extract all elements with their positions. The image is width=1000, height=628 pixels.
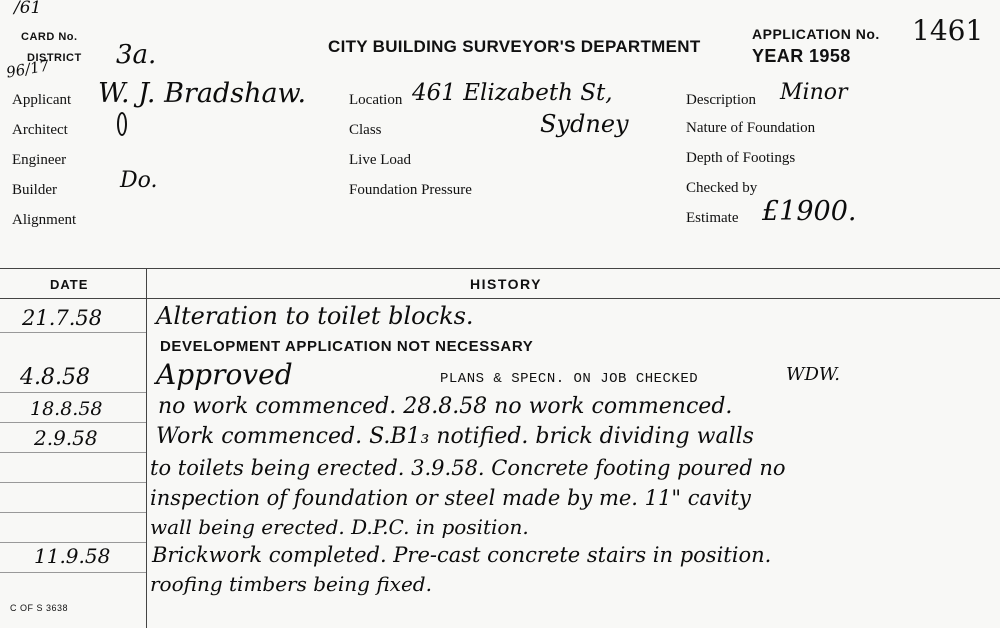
history-row-text: Alteration to toilet blocks.	[156, 302, 474, 330]
checked-by-label: Checked by	[686, 180, 758, 196]
application-number: 1461	[912, 14, 984, 47]
estimate-label: Estimate	[686, 210, 739, 226]
location-label: Location	[349, 92, 403, 108]
history-row-text: to toilets being erected. 3.9.58. Concrete footing poured no	[150, 456, 786, 480]
location-value-line2: Sydney	[540, 110, 629, 138]
corner-mark: /61	[14, 0, 42, 18]
applicant-value: W. J. Bradshaw.	[98, 78, 307, 109]
inspector-initials: WDW.	[786, 364, 841, 385]
foundation-pressure-label: Foundation Pressure	[349, 182, 472, 198]
date-column-header: DATE	[50, 277, 89, 292]
development-application-stamp: DEVELOPMENT APPLICATION NOT NECESSARY	[160, 338, 534, 355]
engineer-label: Engineer	[12, 152, 67, 168]
plans-checked-stamp: PLANS & SPECN. ON JOB CHECKED	[440, 371, 699, 387]
estimate-value: £1900.	[762, 196, 857, 227]
form-code: C OF S 3638	[10, 603, 69, 613]
history-row-date: 2.9.58	[34, 426, 98, 450]
history-row-text: roofing timbers being fixed.	[150, 572, 432, 596]
live-load-label: Live Load	[349, 152, 412, 168]
history-header-rule	[0, 298, 1000, 299]
date-column-divider	[146, 268, 147, 628]
nature-of-foundation-label: Nature of Foundation	[686, 120, 816, 136]
history-row-date: 4.8.58	[20, 365, 90, 390]
card-no-label: CARD No.	[21, 31, 78, 43]
builder-value: Do.	[120, 168, 158, 193]
history-column-header: HISTORY	[470, 276, 542, 292]
department-title: CITY BUILDING SURVEYOR'S DEPARTMENT	[328, 37, 701, 56]
architect-ditto-mark	[117, 112, 127, 136]
description-label: Description	[686, 92, 756, 108]
architect-label: Architect	[12, 122, 68, 138]
history-top-rule	[0, 268, 1000, 269]
description-value: Minor	[780, 80, 848, 105]
depth-of-footings-label: Depth of Footings	[686, 150, 796, 166]
application-no-label: APPLICATION No.	[752, 26, 880, 42]
history-row-text: Approved	[156, 358, 293, 391]
builder-label: Builder	[12, 182, 57, 198]
application-year: YEAR 1958	[752, 46, 851, 66]
history-row-text: Brickwork completed. Pre-cast concrete stairs in position.	[152, 543, 772, 567]
history-row-text: Work commenced. S.B1₃ notified. brick dividing walls	[156, 424, 754, 449]
side-mark: 96/17	[4, 56, 51, 82]
class-label: Class	[349, 122, 382, 138]
alignment-label: Alignment	[12, 212, 77, 228]
district-label: DISTRICT	[27, 52, 82, 64]
applicant-label: Applicant	[12, 92, 72, 108]
history-row-text: inspection of foundation or steel made by me. 11" cavity	[150, 486, 751, 510]
location-value: 461 Elizabeth St,	[412, 80, 613, 106]
history-row-date: 18.8.58	[30, 398, 103, 420]
history-row-date: 21.7.58	[22, 306, 103, 330]
history-row-date: 11.9.58	[34, 544, 111, 568]
history-row-text: wall being erected. D.P.C. in position.	[150, 515, 529, 539]
history-row-text: no work commenced. 28.8.58 no work commenced.	[158, 394, 733, 419]
district-value: 3a.	[116, 40, 157, 70]
